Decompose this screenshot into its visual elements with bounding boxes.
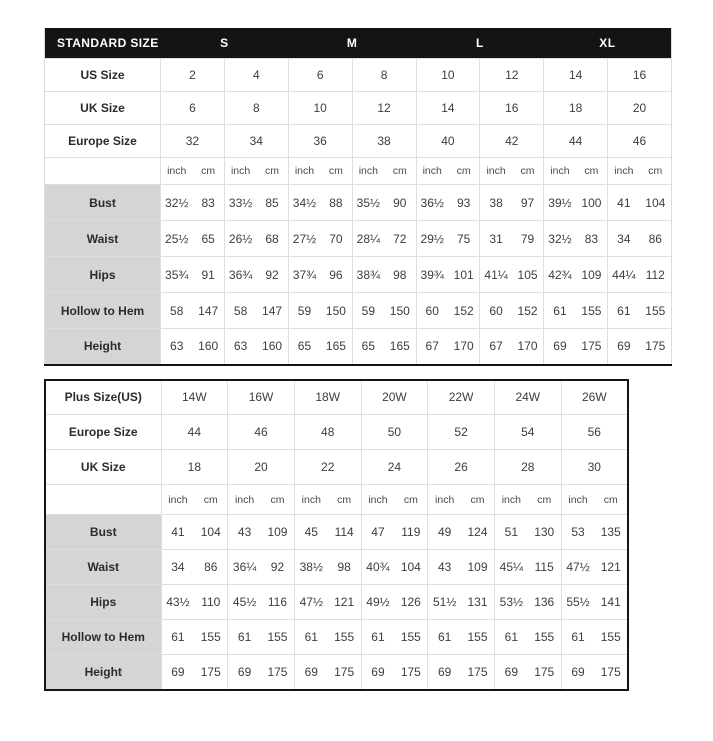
measure-value-cell: 115 (528, 550, 561, 585)
measure-row (45, 585, 628, 620)
measure-value-cell: 34 (161, 550, 194, 585)
group-header-xl: XL (544, 28, 672, 59)
measure-value-cell: 58 (224, 293, 256, 329)
unit-label: cm (512, 158, 544, 185)
row-label: Bust (45, 515, 161, 550)
measure-value-cell: 61 (294, 620, 327, 655)
unit-label: cm (576, 158, 608, 185)
measure-value-cell: 69 (361, 655, 394, 690)
measure-value-cell: 119 (394, 515, 427, 550)
measure-row (45, 550, 628, 585)
measure-value-cell: 45½ (228, 585, 261, 620)
measure-value-cell: 32½ (161, 185, 193, 221)
measure-value-cell: 165 (384, 329, 416, 365)
measure-row (45, 221, 672, 257)
unit-row-spacer (45, 158, 161, 185)
size-row (45, 125, 672, 158)
measure-value-cell: 47½ (561, 550, 594, 585)
measure-value-cell: 41 (608, 185, 640, 221)
measure-value-cell: 160 (256, 329, 288, 365)
unit-label: inch (480, 158, 512, 185)
measure-value-cell: 109 (261, 515, 294, 550)
measure-value-cell: 43 (428, 550, 461, 585)
measure-value-cell: 85 (256, 185, 288, 221)
measure-value-cell: 39¾ (416, 257, 448, 293)
measure-value-cell: 155 (640, 293, 672, 329)
measure-value-cell: 69 (561, 655, 594, 690)
size-value-cell: 8 (352, 59, 416, 92)
unit-row (45, 485, 628, 515)
measure-value-cell: 136 (528, 585, 561, 620)
measure-value-cell: 44¼ (608, 257, 640, 293)
size-value-cell: 20 (228, 450, 295, 485)
measure-value-cell: 155 (576, 293, 608, 329)
measure-value-cell: 49 (428, 515, 461, 550)
measure-value-cell: 150 (320, 293, 352, 329)
measure-value-cell: 75 (448, 221, 480, 257)
measure-value-cell: 35¾ (161, 257, 193, 293)
standard-size-title: STANDARD SIZE (45, 28, 161, 59)
measure-value-cell: 135 (594, 515, 628, 550)
measure-value-cell: 36½ (416, 185, 448, 221)
measure-value-cell: 45 (294, 515, 327, 550)
unit-label: cm (448, 158, 480, 185)
measure-value-cell: 69 (494, 655, 527, 690)
unit-label: inch (352, 158, 384, 185)
measure-value-cell: 98 (328, 550, 361, 585)
unit-label: cm (528, 485, 561, 515)
measure-row (45, 185, 672, 221)
measure-value-cell: 88 (320, 185, 352, 221)
plus-size-table (44, 379, 629, 691)
measure-value-cell: 68 (256, 221, 288, 257)
size-value-cell: 20W (361, 380, 428, 415)
size-value-cell: 18 (161, 450, 228, 485)
measure-value-cell: 69 (228, 655, 261, 690)
measure-value-cell: 79 (512, 221, 544, 257)
measure-value-cell: 63 (161, 329, 193, 365)
measure-value-cell: 175 (194, 655, 227, 690)
unit-label: cm (328, 485, 361, 515)
measure-value-cell: 36¾ (224, 257, 256, 293)
measure-row (45, 293, 672, 329)
size-value-cell: 18 (544, 92, 608, 125)
row-label: Hips (45, 585, 161, 620)
size-value-cell: 40 (416, 125, 480, 158)
measure-value-cell: 72 (384, 221, 416, 257)
measure-value-cell: 45¼ (494, 550, 527, 585)
row-label: Hips (45, 257, 161, 293)
measure-value-cell: 170 (512, 329, 544, 365)
measure-value-cell: 155 (194, 620, 227, 655)
unit-row (45, 158, 672, 185)
measure-value-cell: 61 (608, 293, 640, 329)
measure-value-cell: 152 (512, 293, 544, 329)
row-label: Plus Size(US) (45, 380, 161, 415)
unit-label: cm (194, 485, 227, 515)
measure-value-cell: 130 (528, 515, 561, 550)
measure-value-cell: 47 (361, 515, 394, 550)
measure-value-cell: 83 (192, 185, 224, 221)
size-value-cell: 4 (224, 59, 288, 92)
size-value-cell: 14 (416, 92, 480, 125)
unit-label: cm (640, 158, 672, 185)
measure-value-cell: 47½ (294, 585, 327, 620)
measure-value-cell: 97 (512, 185, 544, 221)
size-value-cell: 38 (352, 125, 416, 158)
measure-value-cell: 39½ (544, 185, 576, 221)
measure-value-cell: 41¼ (480, 257, 512, 293)
measure-value-cell: 100 (576, 185, 608, 221)
measure-value-cell: 175 (576, 329, 608, 365)
size-value-cell: 52 (428, 415, 495, 450)
size-value-cell: 12 (352, 92, 416, 125)
size-value-cell: 14W (161, 380, 228, 415)
measure-value-cell: 67 (480, 329, 512, 365)
measure-value-cell: 34 (608, 221, 640, 257)
measure-value-cell: 59 (352, 293, 384, 329)
unit-label: inch (224, 158, 256, 185)
measure-value-cell: 61 (361, 620, 394, 655)
measure-value-cell: 61 (428, 620, 461, 655)
unit-label: cm (261, 485, 294, 515)
unit-label: cm (394, 485, 427, 515)
unit-label: inch (416, 158, 448, 185)
measure-value-cell: 175 (261, 655, 294, 690)
measure-value-cell: 67 (416, 329, 448, 365)
measure-value-cell: 92 (256, 257, 288, 293)
measure-value-cell: 38 (480, 185, 512, 221)
measure-value-cell: 121 (594, 550, 628, 585)
size-value-cell: 50 (361, 415, 428, 450)
size-value-cell: 34 (224, 125, 288, 158)
size-value-cell: 18W (294, 380, 361, 415)
measure-value-cell: 63 (224, 329, 256, 365)
size-value-cell: 6 (288, 59, 352, 92)
row-label: Height (45, 655, 161, 690)
measure-value-cell: 112 (640, 257, 672, 293)
measure-value-cell: 104 (394, 550, 427, 585)
measure-value-cell: 61 (561, 620, 594, 655)
size-value-cell: 12 (480, 59, 544, 92)
measure-value-cell: 175 (640, 329, 672, 365)
size-row (45, 415, 628, 450)
measure-value-cell: 175 (461, 655, 494, 690)
measure-value-cell: 60 (416, 293, 448, 329)
measure-value-cell: 69 (544, 329, 576, 365)
size-row (45, 59, 672, 92)
measure-value-cell: 40¾ (361, 550, 394, 585)
size-value-cell: 46 (608, 125, 672, 158)
measure-value-cell: 42¾ (544, 257, 576, 293)
group-header-l: L (416, 28, 544, 59)
row-label: Waist (45, 221, 161, 257)
measure-value-cell: 53 (561, 515, 594, 550)
unit-label: inch (294, 485, 327, 515)
measure-value-cell: 155 (594, 620, 628, 655)
unit-label: inch (288, 158, 320, 185)
measure-value-cell: 109 (576, 257, 608, 293)
measure-value-cell: 155 (394, 620, 427, 655)
measure-value-cell: 32½ (544, 221, 576, 257)
size-value-cell: 6 (161, 92, 225, 125)
measure-row (45, 515, 628, 550)
measure-value-cell: 34½ (288, 185, 320, 221)
row-label: US Size (45, 59, 161, 92)
size-value-cell: 54 (494, 415, 561, 450)
size-value-cell: 44 (544, 125, 608, 158)
measure-value-cell: 160 (192, 329, 224, 365)
row-label: UK Size (45, 450, 161, 485)
measure-value-cell: 93 (448, 185, 480, 221)
measure-value-cell: 41 (161, 515, 194, 550)
measure-value-cell: 175 (394, 655, 427, 690)
size-value-cell: 42 (480, 125, 544, 158)
size-row (45, 450, 628, 485)
unit-label: inch (544, 158, 576, 185)
unit-label: cm (594, 485, 628, 515)
measure-value-cell: 109 (461, 550, 494, 585)
row-label: Europe Size (45, 125, 161, 158)
measure-value-cell: 26½ (224, 221, 256, 257)
measure-value-cell: 60 (480, 293, 512, 329)
size-value-cell: 16 (480, 92, 544, 125)
size-value-cell: 22W (428, 380, 495, 415)
measure-value-cell: 104 (640, 185, 672, 221)
measure-value-cell: 126 (394, 585, 427, 620)
unit-label: cm (384, 158, 416, 185)
row-label: Waist (45, 550, 161, 585)
measure-value-cell: 155 (261, 620, 294, 655)
measure-value-cell: 175 (594, 655, 628, 690)
measure-value-cell: 28¼ (352, 221, 384, 257)
size-value-cell: 46 (228, 415, 295, 450)
measure-value-cell: 116 (261, 585, 294, 620)
size-value-cell: 26 (428, 450, 495, 485)
size-value-cell: 14 (544, 59, 608, 92)
measure-value-cell: 51½ (428, 585, 461, 620)
measure-value-cell: 90 (384, 185, 416, 221)
unit-label: inch (428, 485, 461, 515)
unit-label: inch (361, 485, 394, 515)
measure-value-cell: 175 (328, 655, 361, 690)
size-value-cell: 24 (361, 450, 428, 485)
measure-value-cell: 131 (461, 585, 494, 620)
measure-value-cell: 38¾ (352, 257, 384, 293)
measure-value-cell: 58 (161, 293, 193, 329)
size-value-cell: 28 (494, 450, 561, 485)
unit-label: inch (228, 485, 261, 515)
measure-value-cell: 92 (261, 550, 294, 585)
measure-value-cell: 69 (294, 655, 327, 690)
standard-size-table (44, 28, 672, 366)
size-value-cell: 10 (416, 59, 480, 92)
measure-value-cell: 43½ (161, 585, 194, 620)
measure-value-cell: 61 (161, 620, 194, 655)
measure-value-cell: 53½ (494, 585, 527, 620)
measure-value-cell: 61 (494, 620, 527, 655)
measure-value-cell: 98 (384, 257, 416, 293)
row-label: Height (45, 329, 161, 365)
measure-value-cell: 165 (320, 329, 352, 365)
measure-row (45, 329, 672, 365)
size-value-cell: 56 (561, 415, 628, 450)
measure-value-cell: 124 (461, 515, 494, 550)
measure-value-cell: 101 (448, 257, 480, 293)
size-value-cell: 10 (288, 92, 352, 125)
size-value-cell: 16W (228, 380, 295, 415)
size-row (45, 380, 628, 415)
measure-value-cell: 150 (384, 293, 416, 329)
measure-value-cell: 27½ (288, 221, 320, 257)
row-label: Europe Size (45, 415, 161, 450)
measure-row (45, 257, 672, 293)
measure-value-cell: 69 (608, 329, 640, 365)
measure-value-cell: 155 (528, 620, 561, 655)
measure-value-cell: 35½ (352, 185, 384, 221)
unit-label: cm (461, 485, 494, 515)
measure-value-cell: 83 (576, 221, 608, 257)
unit-row-spacer (45, 485, 161, 515)
size-value-cell: 2 (161, 59, 225, 92)
measure-value-cell: 65 (192, 221, 224, 257)
size-value-cell: 44 (161, 415, 228, 450)
size-value-cell: 30 (561, 450, 628, 485)
row-label: Hollow to Hem (45, 620, 161, 655)
measure-value-cell: 155 (461, 620, 494, 655)
measure-value-cell: 110 (194, 585, 227, 620)
size-value-cell: 24W (494, 380, 561, 415)
row-label: Hollow to Hem (45, 293, 161, 329)
measure-value-cell: 175 (528, 655, 561, 690)
unit-label: cm (256, 158, 288, 185)
row-label: UK Size (45, 92, 161, 125)
measure-value-cell: 33½ (224, 185, 256, 221)
group-header-m: M (288, 28, 416, 59)
measure-value-cell: 91 (192, 257, 224, 293)
measure-value-cell: 147 (256, 293, 288, 329)
size-value-cell: 22 (294, 450, 361, 485)
measure-value-cell: 37¾ (288, 257, 320, 293)
measure-value-cell: 69 (428, 655, 461, 690)
group-header-s: S (161, 28, 289, 59)
unit-label: inch (161, 158, 193, 185)
measure-value-cell: 141 (594, 585, 628, 620)
measure-value-cell: 70 (320, 221, 352, 257)
size-value-cell: 48 (294, 415, 361, 450)
measure-value-cell: 86 (194, 550, 227, 585)
unit-label: inch (494, 485, 527, 515)
measure-value-cell: 155 (328, 620, 361, 655)
size-value-cell: 32 (161, 125, 225, 158)
unit-label: inch (561, 485, 594, 515)
size-value-cell: 26W (561, 380, 628, 415)
unit-label: cm (320, 158, 352, 185)
measure-value-cell: 65 (352, 329, 384, 365)
measure-value-cell: 61 (228, 620, 261, 655)
measure-value-cell: 121 (328, 585, 361, 620)
standard-header-row (45, 28, 672, 59)
measure-value-cell: 170 (448, 329, 480, 365)
size-value-cell: 20 (608, 92, 672, 125)
measure-value-cell: 31 (480, 221, 512, 257)
size-value-cell: 8 (224, 92, 288, 125)
measure-value-cell: 96 (320, 257, 352, 293)
unit-label: inch (161, 485, 194, 515)
measure-value-cell: 61 (544, 293, 576, 329)
measure-value-cell: 59 (288, 293, 320, 329)
measure-value-cell: 25½ (161, 221, 193, 257)
measure-value-cell: 36¼ (228, 550, 261, 585)
measure-value-cell: 86 (640, 221, 672, 257)
measure-value-cell: 49½ (361, 585, 394, 620)
measure-value-cell: 104 (194, 515, 227, 550)
size-row (45, 92, 672, 125)
row-label: Bust (45, 185, 161, 221)
size-value-cell: 36 (288, 125, 352, 158)
measure-value-cell: 51 (494, 515, 527, 550)
measure-row (45, 655, 628, 690)
size-chart (0, 28, 713, 691)
measure-value-cell: 147 (192, 293, 224, 329)
measure-row (45, 620, 628, 655)
measure-value-cell: 105 (512, 257, 544, 293)
measure-value-cell: 65 (288, 329, 320, 365)
measure-value-cell: 38½ (294, 550, 327, 585)
measure-value-cell: 69 (161, 655, 194, 690)
measure-value-cell: 152 (448, 293, 480, 329)
measure-value-cell: 55½ (561, 585, 594, 620)
size-value-cell: 16 (608, 59, 672, 92)
unit-label: cm (192, 158, 224, 185)
measure-value-cell: 29½ (416, 221, 448, 257)
measure-value-cell: 114 (328, 515, 361, 550)
measure-value-cell: 43 (228, 515, 261, 550)
unit-label: inch (608, 158, 640, 185)
